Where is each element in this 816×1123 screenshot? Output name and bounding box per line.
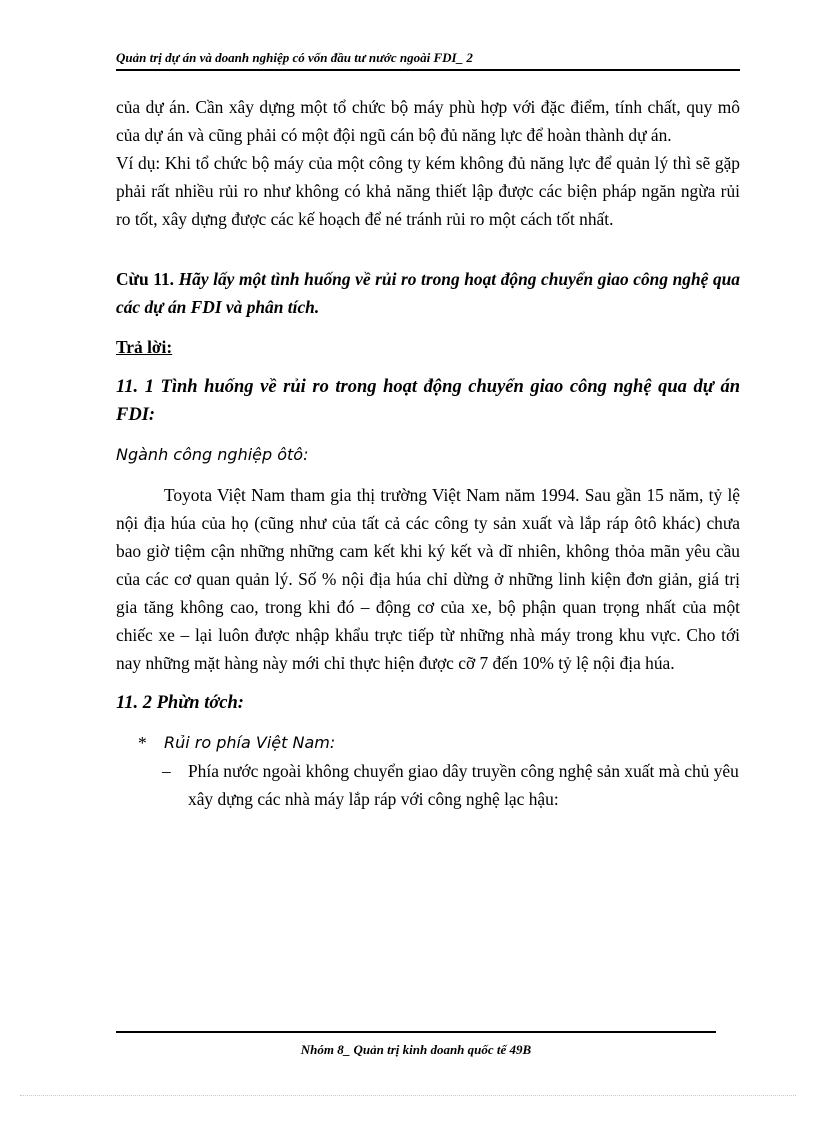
answer-label: Trả lời: [116,337,173,357]
section-heading-1: 11. 1 Tình huống về rủi ro trong hoạt động chuyển giao công nghệ qua dự án FDI: [116,377,740,425]
question-label: Cừu 11. [116,269,175,289]
dash-text: Phía nước ngoài không chuyển giao dây truyền công nghệ sản xuất mà chủ yêu xây dựng các nhà máy lắp ráp với công nghệ lạc hậu: [188,761,739,809]
bullet-marker: * [138,733,147,753]
paragraph-toyota: Toyota Việt Nam tham gia thị trường Việt Nam năm 1994. Sau gần 15 năm, tỷ lệ nội địa húa của họ (cũng như của tất cả các công ty sản xuất và lắp ráp ôtô khác) chưa bao giờ tiệm cận những những cam kết khi ký kết và dĩ nhiên, không thỏa mãn yêu cầu của các cơ quan quản lý. Số % nội địa húa chỉ dừng ở những linh kiện đơn giản, giá trị gia tăng không cao, trong khi đó – động cơ của xe, bộ phận quan trọng nhất của một chiếc xe – lại luôn được nhập khẩu trực tiếp từ những nhà máy trong khu vực. Cho tới nay những mặt hàng này mới chỉ thực hiện được cỡ 7 đến 10% tỷ lệ nội địa húa. [116,485,740,673]
section-heading-2: 11. 2 Phừn tớch: [116,693,244,713]
bullet-text: Rủi ro phía Việt Nam: [164,733,336,752]
question-text: Hãy lấy một tình huống về rủi ro trong hoạt động chuyển giao công nghệ qua các dự án FDI và phân tích. [116,269,741,317]
bullet-item [138,729,740,757]
question-heading [116,265,740,321]
page-footer: Nhóm 8_ Quản trị kinh doanh quốc tế 49B [300,1042,532,1057]
dash-item [162,757,740,813]
page-header: Quản trị dự án và doanh nghiệp có vốn đầu tư nước ngoài FDI_ 2 [116,50,740,71]
dash-marker: – [162,761,171,781]
paragraph-continuation: của dự án. Cần xây dựng một tổ chức bộ máy phù hợp với đặc điểm, tính chất, quy mô của dự án và cũng phải có một đội ngũ cán bộ đủ năng lực để hoàn thành dự án. [116,97,740,145]
page-edge-divider [20,1095,796,1096]
footer-divider [116,1031,716,1033]
paragraph-example: Ví dụ: Khi tổ chức bộ máy của một công ty kém không đủ năng lực để quản lý thì sẽ gặp phải rất nhiều rủi ro như không có khả năng thiết lập được các biện pháp ngăn ngừa rủi ro tốt, xây dựng được các kế hoạch để né tránh rủi ro một cách tốt nhất. [116,153,740,229]
sub-heading-industry: Ngành công nghiệp ôtô: [116,445,309,464]
document-body [116,93,740,813]
